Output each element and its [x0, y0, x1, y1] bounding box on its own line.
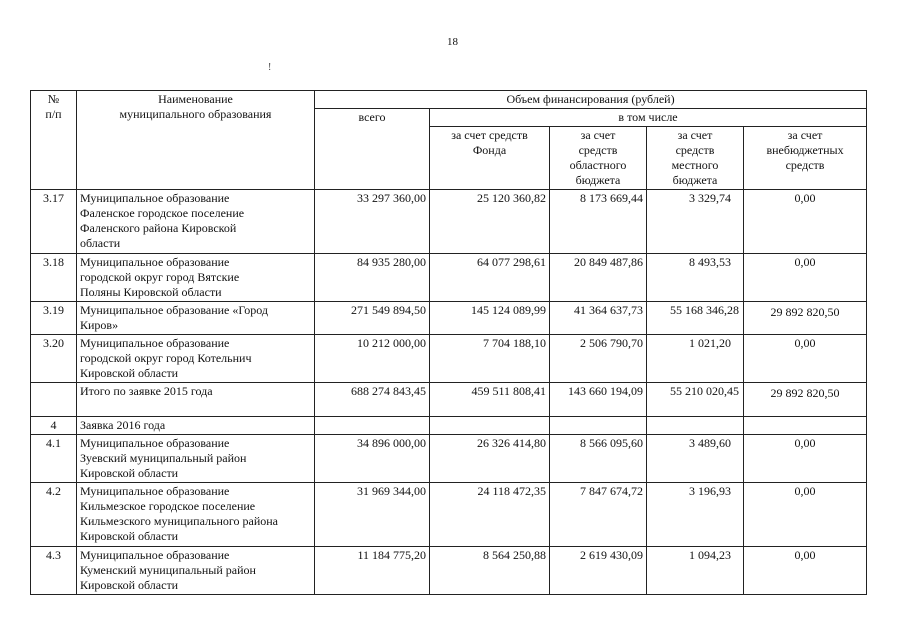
- header-num: № п/п: [31, 91, 77, 190]
- row-extra: 0,00: [744, 335, 867, 383]
- financing-table: [30, 90, 867, 595]
- row-total: 10 212 000,00: [315, 335, 430, 383]
- row-fund: 25 120 360,82: [430, 190, 550, 254]
- row-total: 688 274 843,45: [315, 383, 430, 417]
- row-extra: [744, 417, 867, 435]
- page-number: 18: [447, 36, 458, 48]
- row-total: [315, 417, 430, 435]
- header-funding: Объем финансирования (рублей): [315, 91, 867, 109]
- row-local: 1 094,23: [647, 547, 744, 595]
- row-extra: 0,00: [744, 483, 867, 547]
- row-total: 11 184 775,20: [315, 547, 430, 595]
- row-num: 3.18: [31, 254, 77, 302]
- row-extra: 29 892 820,50: [744, 383, 867, 417]
- header-including: в том числе: [430, 109, 867, 127]
- row-num: 4.2: [31, 483, 77, 547]
- row-name: Муниципальное образование городской округ город Вятские Поляны Кировской области: [77, 254, 315, 302]
- row-name: Муниципальное образование Куменский муниципальный район Кировской области: [77, 547, 315, 595]
- row-extra: 0,00: [744, 547, 867, 595]
- row-name: Муниципальное образование Кильмезское городское поселение Кильмезского муниципального района Кировской области: [77, 483, 315, 547]
- row-extra: 0,00: [744, 254, 867, 302]
- row-total: 84 935 280,00: [315, 254, 430, 302]
- row-regional: 20 849 487,86: [550, 254, 647, 302]
- row-local: 55 168 346,28: [647, 302, 744, 335]
- header-fund: за счет средств Фонда: [430, 127, 550, 190]
- row-regional: 41 364 637,73: [550, 302, 647, 335]
- row-regional: 2 506 790,70: [550, 335, 647, 383]
- row-num: [31, 383, 77, 417]
- row-fund: 459 511 808,41: [430, 383, 550, 417]
- row-name: Муниципальное образование «Город Киров»: [77, 302, 315, 335]
- row-regional: 2 619 430,09: [550, 547, 647, 595]
- row-total: 33 297 360,00: [315, 190, 430, 254]
- row-regional: [550, 417, 647, 435]
- row-local: 1 021,20: [647, 335, 744, 383]
- row-num: 4: [31, 417, 77, 435]
- table-row-section: [31, 417, 867, 435]
- row-num: 4.1: [31, 435, 77, 483]
- stray-mark: !: [268, 62, 272, 73]
- row-regional: 8 566 095,60: [550, 435, 647, 483]
- row-fund: 64 077 298,61: [430, 254, 550, 302]
- header-regional: за счет средств областного бюджета: [550, 127, 647, 190]
- table-row: [31, 335, 867, 383]
- table-row-total: [31, 383, 867, 417]
- row-fund: 7 704 188,10: [430, 335, 550, 383]
- row-num: 3.17: [31, 190, 77, 254]
- header-name: Наименование муниципального образования: [77, 91, 315, 190]
- row-name: Заявка 2016 года: [77, 417, 315, 435]
- row-fund: 26 326 414,80: [430, 435, 550, 483]
- row-extra: 29 892 820,50: [744, 302, 867, 335]
- header-extra: за счет внебюджетных средств: [744, 127, 867, 190]
- table-row: [31, 302, 867, 335]
- row-fund: 8 564 250,88: [430, 547, 550, 595]
- row-local: [647, 417, 744, 435]
- table-row: [31, 547, 867, 595]
- table-row: [31, 254, 867, 302]
- row-local: 3 329,74: [647, 190, 744, 254]
- row-total: 31 969 344,00: [315, 483, 430, 547]
- row-total: 271 549 894,50: [315, 302, 430, 335]
- table-row: [31, 435, 867, 483]
- row-num: 3.20: [31, 335, 77, 383]
- row-regional: 143 660 194,09: [550, 383, 647, 417]
- row-name: Муниципальное образование городской округ город Котельнич Кировской области: [77, 335, 315, 383]
- row-name: Муниципальное образование Зуевский муниципальный район Кировской области: [77, 435, 315, 483]
- row-name: Итого по заявке 2015 года: [77, 383, 315, 417]
- row-extra: 0,00: [744, 435, 867, 483]
- row-local: 8 493,53: [647, 254, 744, 302]
- row-name: Муниципальное образование Фаленское городское поселение Фаленского района Кировской области: [77, 190, 315, 254]
- row-fund: [430, 417, 550, 435]
- row-num: 4.3: [31, 547, 77, 595]
- header-local: за счет средств местного бюджета: [647, 127, 744, 190]
- header-total: всего: [315, 109, 430, 190]
- row-regional: 8 173 669,44: [550, 190, 647, 254]
- row-extra: 0,00: [744, 190, 867, 254]
- row-regional: 7 847 674,72: [550, 483, 647, 547]
- row-local: 55 210 020,45: [647, 383, 744, 417]
- row-local: 3 196,93: [647, 483, 744, 547]
- row-num: 3.19: [31, 302, 77, 335]
- row-total: 34 896 000,00: [315, 435, 430, 483]
- table-row: [31, 190, 867, 254]
- row-fund: 24 118 472,35: [430, 483, 550, 547]
- row-local: 3 489,60: [647, 435, 744, 483]
- row-fund: 145 124 089,99: [430, 302, 550, 335]
- table-row: [31, 483, 867, 547]
